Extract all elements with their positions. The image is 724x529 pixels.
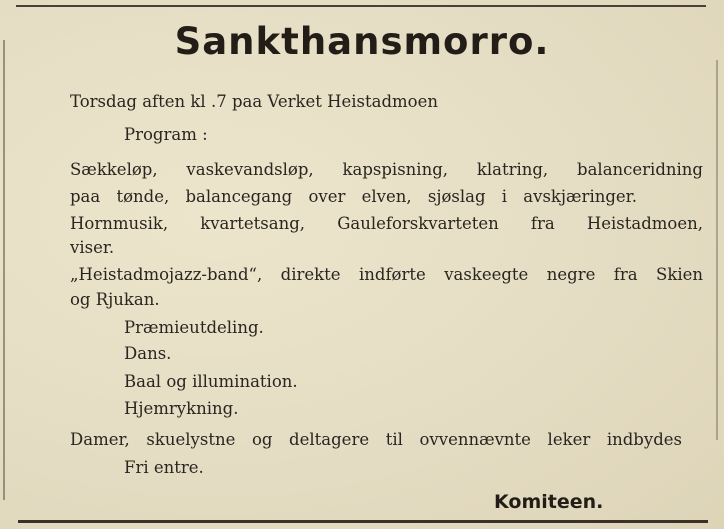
page-title: Sankthansmorro. <box>174 20 550 63</box>
intro-line: Torsdag aften kl .7 paa Verket Heistadmoen <box>70 92 439 111</box>
invitation-line: Damer, skuelystne og deltagere til ovvennævnte leker indbydes <box>70 430 682 449</box>
left-edge <box>3 40 5 500</box>
signature: Komiteen. <box>494 491 604 513</box>
program-heading: Program : <box>124 125 208 144</box>
top-rule <box>16 5 706 7</box>
bottom-rule <box>18 520 708 523</box>
list-item: Præmieutdeling. <box>124 318 264 337</box>
program-line: paa tønde, balancegang over elven, sjøslag i avskjæringer. <box>70 187 637 206</box>
list-item: Hjemrykning. <box>124 399 239 418</box>
program-line: Sækkeløp, vaskevandsløp, kapspisning, klatring, balanceridning <box>70 160 703 179</box>
program-line: og Rjukan. <box>70 290 160 309</box>
program-line: „Heistadmojazz-band“, direkte indførte vaskeegte negre fra Skien <box>70 265 703 284</box>
admission-line: Fri entre. <box>124 458 204 477</box>
right-edge <box>716 60 718 440</box>
program-line: Hornmusik, kvartetsang, Gauleforskvarteten fra Heistadmoen, <box>70 214 703 233</box>
program-line: viser. <box>70 238 115 257</box>
list-item: Baal og illumination. <box>124 372 298 391</box>
list-item: Dans. <box>124 344 172 363</box>
